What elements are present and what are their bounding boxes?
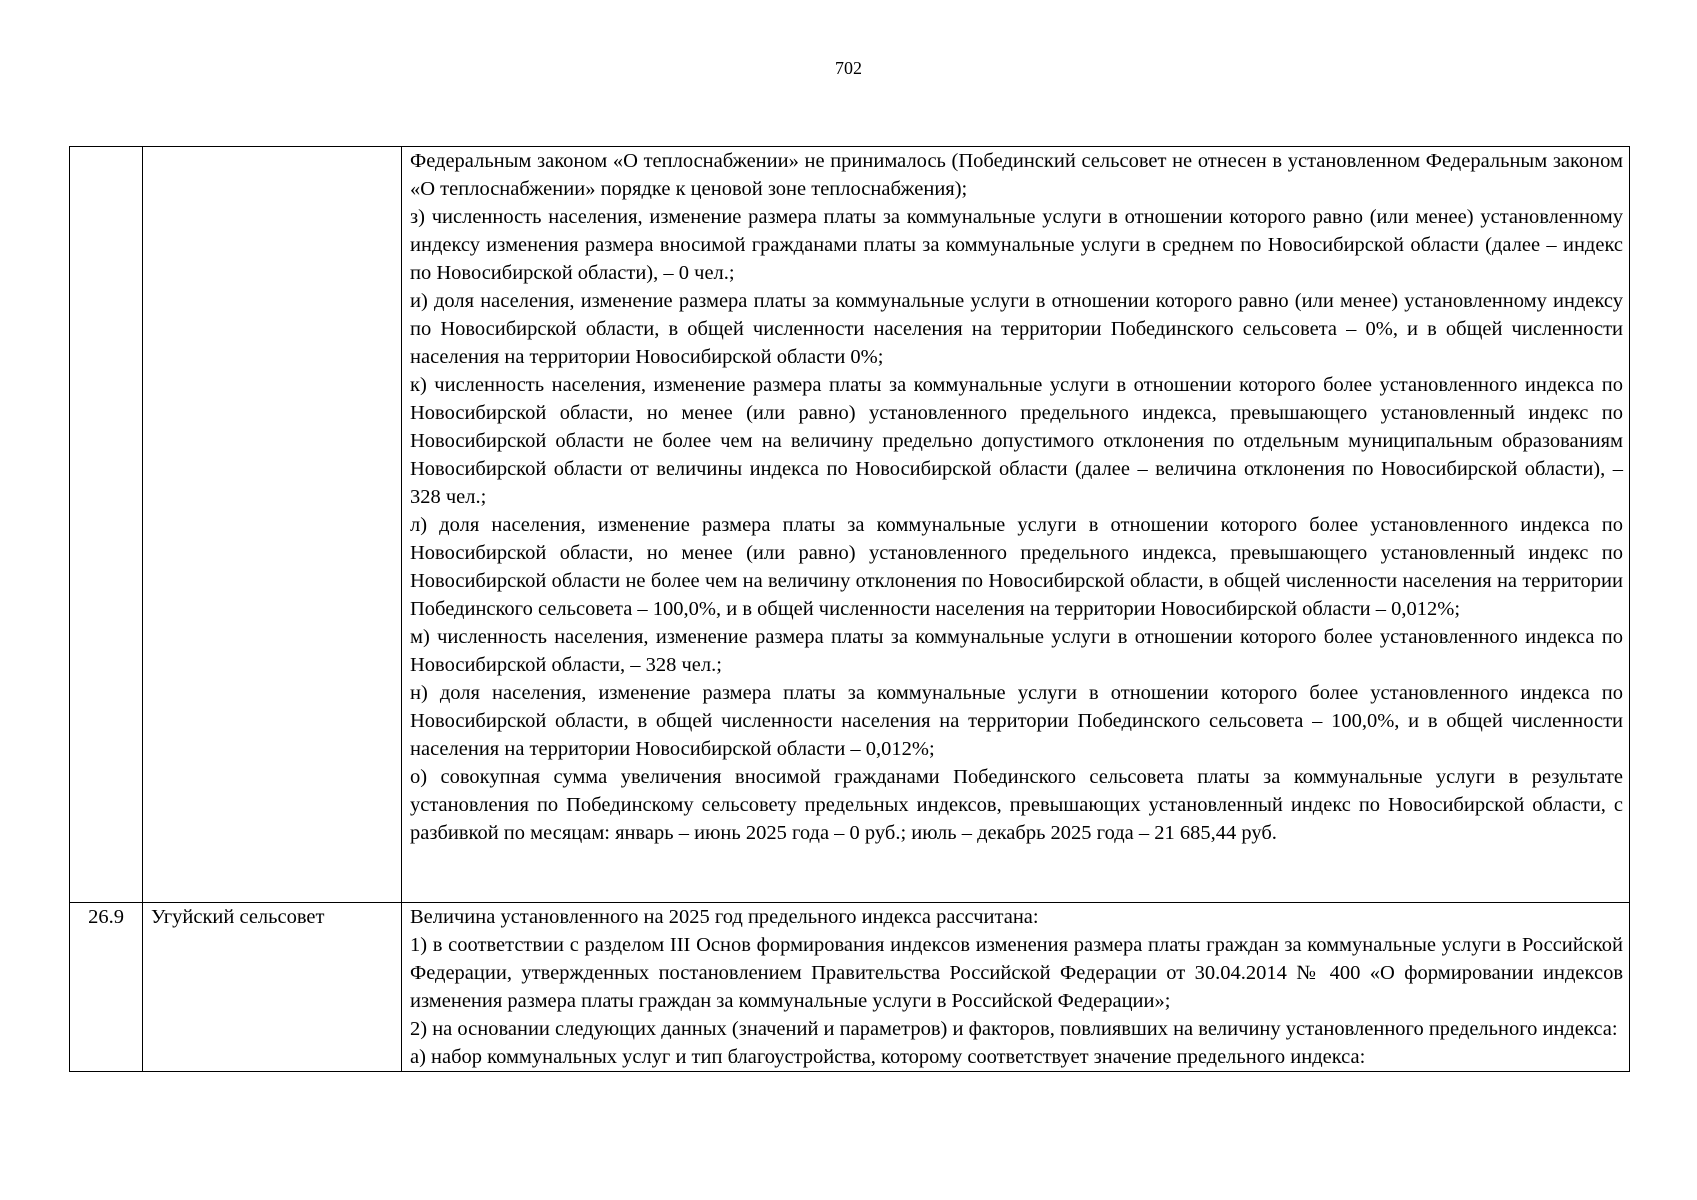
document-table bbox=[69, 146, 1630, 1072]
paragraph: о) совокупная сумма увеличения вносимой гражданами Побединского сельсовета платы за коммунальные услуги в результате установления по Побединскому сельсовету предельных индексов, превышающих установленный индекс по Новосибирской области, с разбивкой по месяцам: январь – июнь 2025 года – 0 руб.; июль – декабрь 2025 года – 21 685,44 руб. bbox=[410, 766, 1623, 844]
paragraph: к) численность населения, изменение размера платы за коммунальные услуги в отношении которого более установленного индекса по Новосибирской области, но менее (или равно) установленного предельного индекса, превышающего установленный индекс по Новосибирской области не более чем на величину предельно допустимого отклонения по отдельным муниципальным образованиям Новосибирской области от величины индекса по Новосибирской области (далее – величина отклонения по Новосибирской области), – 328 чел.; bbox=[410, 374, 1623, 508]
paragraph: Величина установленного на 2025 год предельного индекса рассчитана: bbox=[410, 906, 1039, 928]
paragraph: л) доля населения, изменение размера платы за коммунальные услуги в отношении которого более установленного индекса по Новосибирской области, но менее (или равно) установленного предельного индекса, превышающего установленный индекс по Новосибирской области не более чем на величину отклонения по Новосибирской области, в общей численности населения на территории Побединского сельсовета – 100,0%, и в общей численности населения на территории Новосибирской области – 0,012%; bbox=[410, 514, 1623, 620]
paragraph: з) численность населения, изменение размера платы за коммунальные услуги в отношении которого равно (или менее) установленному индексу изменения размера вносимой гражданами платы за коммунальные услуги в среднем по Новосибирской области (далее – индекс по Новосибирской области), – 0 чел.; bbox=[410, 206, 1623, 284]
paragraph: н) доля населения, изменение размера платы за коммунальные услуги в отношении которого более установленного индекса по Новосибирской области, в общей численности населения на территории Побединского сельсовета – 100,0%, и в общей численности населения на территории Новосибирской области – 0,012%; bbox=[410, 682, 1623, 760]
paragraph: м) численность населения, изменение размера платы за коммунальные услуги в отношении которого более установленного индекса по Новосибирской области, – 328 чел.; bbox=[410, 626, 1623, 676]
paragraph: и) доля населения, изменение размера платы за коммунальные услуги в отношении которого равно (или менее) установленному индексу по Новосибирской области, в общей численности населения на территории Побединского сельсовета – 0%, и в общей численности населения на территории Новосибирской области 0%; bbox=[410, 290, 1623, 368]
row-number-cell: 26.9 bbox=[70, 903, 143, 1072]
municipality-name-cell bbox=[143, 147, 402, 903]
description-cell bbox=[402, 147, 1630, 903]
description-text bbox=[410, 903, 1623, 1071]
paragraph: Федеральным законом «О теплоснабжении» не принималось (Побединский сельсовет не отнесен в установленном Федеральным законом «О теплоснабжении» порядке к ценовой зоне теплоснабжения); bbox=[410, 150, 1623, 200]
description-cell bbox=[402, 903, 1630, 1072]
paragraph: 1) в соответствии с разделом III Основ формирования индексов изменения размера платы граждан за коммунальные услуги в Российской Федерации, утвержденных постановлением Правительства Российской Федерации от 30.04.2014 № 400 «О формировании индексов изменения размера платы граждан за коммунальные услуги в Российской Федерации»; bbox=[410, 934, 1623, 1012]
paragraph: 2) на основании следующих данных (значений и параметров) и факторов, повлиявших на величину установленного предельного индекса: bbox=[410, 1018, 1618, 1040]
municipality-name-cell: Угуйский сельсовет bbox=[143, 903, 402, 1072]
paragraph: а) набор коммунальных услуг и тип благоустройства, которому соответствует значение предельного индекса: bbox=[410, 1046, 1366, 1068]
table-row bbox=[70, 903, 1630, 1072]
row-number-cell bbox=[70, 147, 143, 903]
table-row bbox=[70, 147, 1630, 903]
page-number: 702 bbox=[835, 58, 862, 78]
